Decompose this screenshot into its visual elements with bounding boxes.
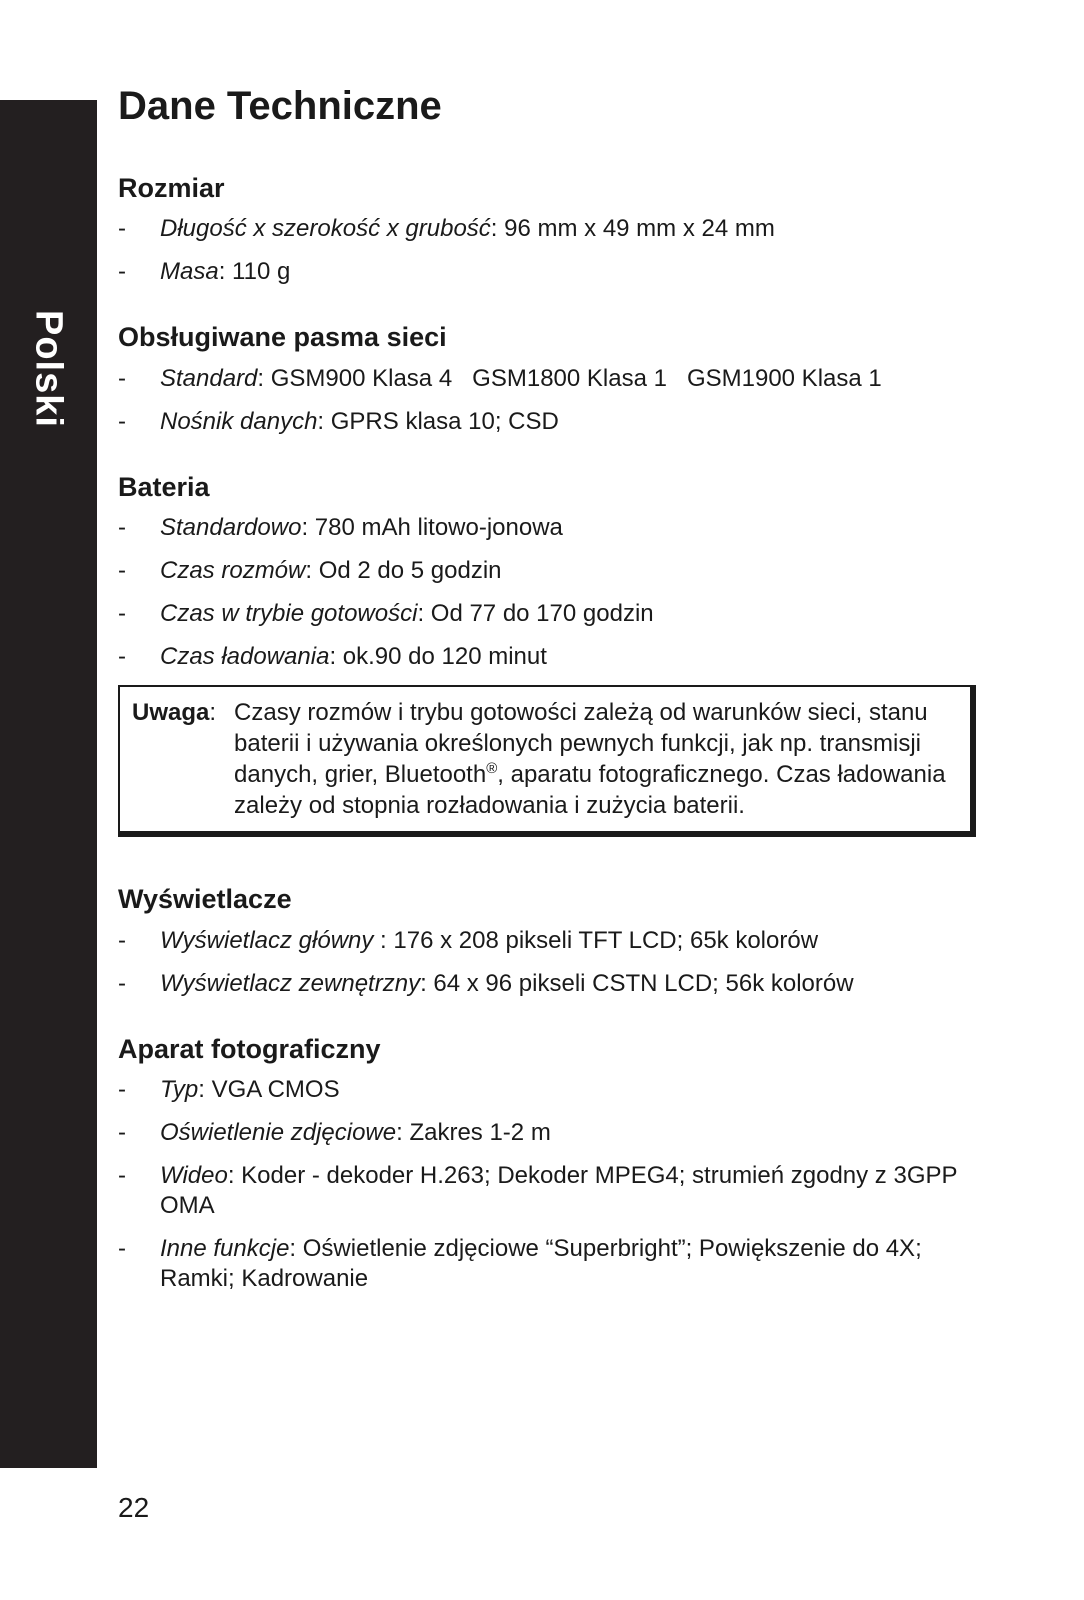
spec-item: - Oświetlenie zdjęciowe: Zakres 1-2 m (118, 1118, 551, 1146)
spec-item: - Standardowo: 780 mAh litowo-jonowa (118, 514, 563, 542)
spec-term: Wyświetlacz główny (160, 926, 374, 954)
registered-mark: ® (486, 760, 498, 778)
spec-value: : GSM900 Klasa 4 GSM1800 Klasa 1 GSM1900 Klasa 1 (257, 364, 882, 392)
spec-value: : Od 77 do 170 godzin (417, 600, 654, 628)
spec-list (118, 364, 978, 437)
spec-term: Czas rozmów (160, 557, 306, 585)
spec-item: - Wyświetlacz zewnętrzny: 64 x 96 pikseli CSTN LCD; 56k kolorów (118, 969, 854, 997)
spec-value: : Od 2 do 5 godzin (305, 557, 502, 585)
note-colon: : (209, 699, 217, 727)
spec-item: - Czas w trybie gotowości: Od 77 do 170 godzin (118, 600, 654, 628)
spec-item: - Nośnik danych: GPRS klasa 10; CSD (118, 407, 559, 435)
spec-value: : GPRS klasa 10; CSD (317, 407, 559, 435)
spec-item: - Standard: GSM900 Klasa 4 GSM1800 Klasa 1 GSM1900 Klasa 1 (118, 364, 882, 392)
note-text-part2: , aparatu fotograficznego. Czas ładowania zależy od stopnia rozładowania i zużycia baterii. (234, 761, 946, 820)
section-title: Obsługiwane pasma sieci (118, 322, 447, 353)
spec-value: : Koder - dekoder H.263; Dekoder MPEG4; strumień zgodny z 3GPP OMA (160, 1161, 958, 1219)
section-title: Bateria (118, 471, 210, 502)
spec-term: Masa (160, 258, 219, 286)
note-box (118, 685, 976, 837)
page-title: Dane Techniczne (118, 84, 442, 128)
spec-item: - Typ: VGA CMOS (118, 1075, 340, 1103)
spec-value: : VGA CMOS (198, 1075, 340, 1103)
spec-value: : 96 mm x 49 mm x 24 mm (490, 215, 775, 243)
section-title: Aparat fotograficzny (118, 1033, 381, 1064)
language-label: Polski (27, 310, 70, 428)
section-title: Rozmiar (118, 173, 225, 203)
spec-item: - Wideo: Koder - dekoder H.263; Dekoder MPEG4; strumień zgodny z 3GPP OMA (118, 1161, 958, 1219)
spec-item: - Masa: 110 g (118, 258, 291, 286)
language-sidebar (0, 100, 97, 1468)
section-pasma (118, 321, 978, 436)
spec-term: Inne funkcje (160, 1234, 290, 1262)
spec-term: Standardowo (160, 514, 302, 542)
spec-item: - Czas ładowania: ok.90 do 120 minut (118, 643, 547, 671)
spec-term: Standard (160, 364, 258, 392)
spec-list (118, 1075, 978, 1294)
spec-term: Oświetlenie zdjęciowe (160, 1118, 397, 1146)
page-content (118, 84, 978, 1328)
section-rozmiar (118, 172, 978, 287)
spec-list (118, 513, 978, 672)
spec-term: Czas w trybie gotowości (160, 600, 418, 628)
spec-value: : 110 g (218, 258, 291, 286)
section-aparat (118, 1033, 978, 1294)
note-text (234, 697, 956, 821)
section-wyswietlacze (118, 883, 978, 998)
spec-item: - Inne funkcje: Oświetlenie zdjęciowe “Superbright”; Powiększenie do 4X; Ramki; Kadrowanie (118, 1234, 922, 1292)
spec-term: Typ (160, 1075, 199, 1103)
spec-value: : Oświetlenie zdjęciowe “Superbright”; Powiększenie do 4X; Ramki; Kadrowanie (160, 1234, 922, 1292)
spec-item: - Czas rozmów: Od 2 do 5 godzin (118, 557, 502, 585)
page-number: 22 (118, 1492, 150, 1523)
spec-term: Wyświetlacz zewnętrzny (160, 969, 421, 997)
spec-item: - Wyświetlacz główny : 176 x 208 pikseli TFT LCD; 65k kolorów (118, 926, 819, 954)
spec-value: : ok.90 do 120 minut (329, 643, 547, 671)
note-label: Uwaga (132, 699, 210, 727)
spec-term: Czas ładowania (160, 643, 330, 671)
spec-term: Długość x szerokość x grubość (160, 215, 491, 243)
spec-item: - Długość x szerokość x grubość: 96 mm x 49 mm x 24 mm (118, 215, 775, 243)
spec-value: : Zakres 1-2 m (396, 1118, 551, 1146)
spec-term: Nośnik danych (160, 407, 318, 435)
spec-value: : 64 x 96 pikseli CSTN LCD; 56k kolorów (420, 969, 854, 997)
section-bateria (118, 471, 978, 672)
spec-list (118, 214, 978, 287)
spec-value: : 176 x 208 pikseli TFT LCD; 65k kolorów (373, 926, 819, 954)
spec-value: : 780 mAh litowo-jonowa (301, 514, 563, 542)
section-title: Wyświetlacze (118, 884, 292, 915)
spec-term: Wideo (160, 1161, 228, 1189)
note-text-part1: Czasy rozmów i trybu gotowości zależą od warunków sieci, stanu baterii i używania określonych pewnych funkcji, jak np. transmisji danych, grier, Bluetooth (234, 699, 928, 789)
spec-list (118, 926, 978, 999)
